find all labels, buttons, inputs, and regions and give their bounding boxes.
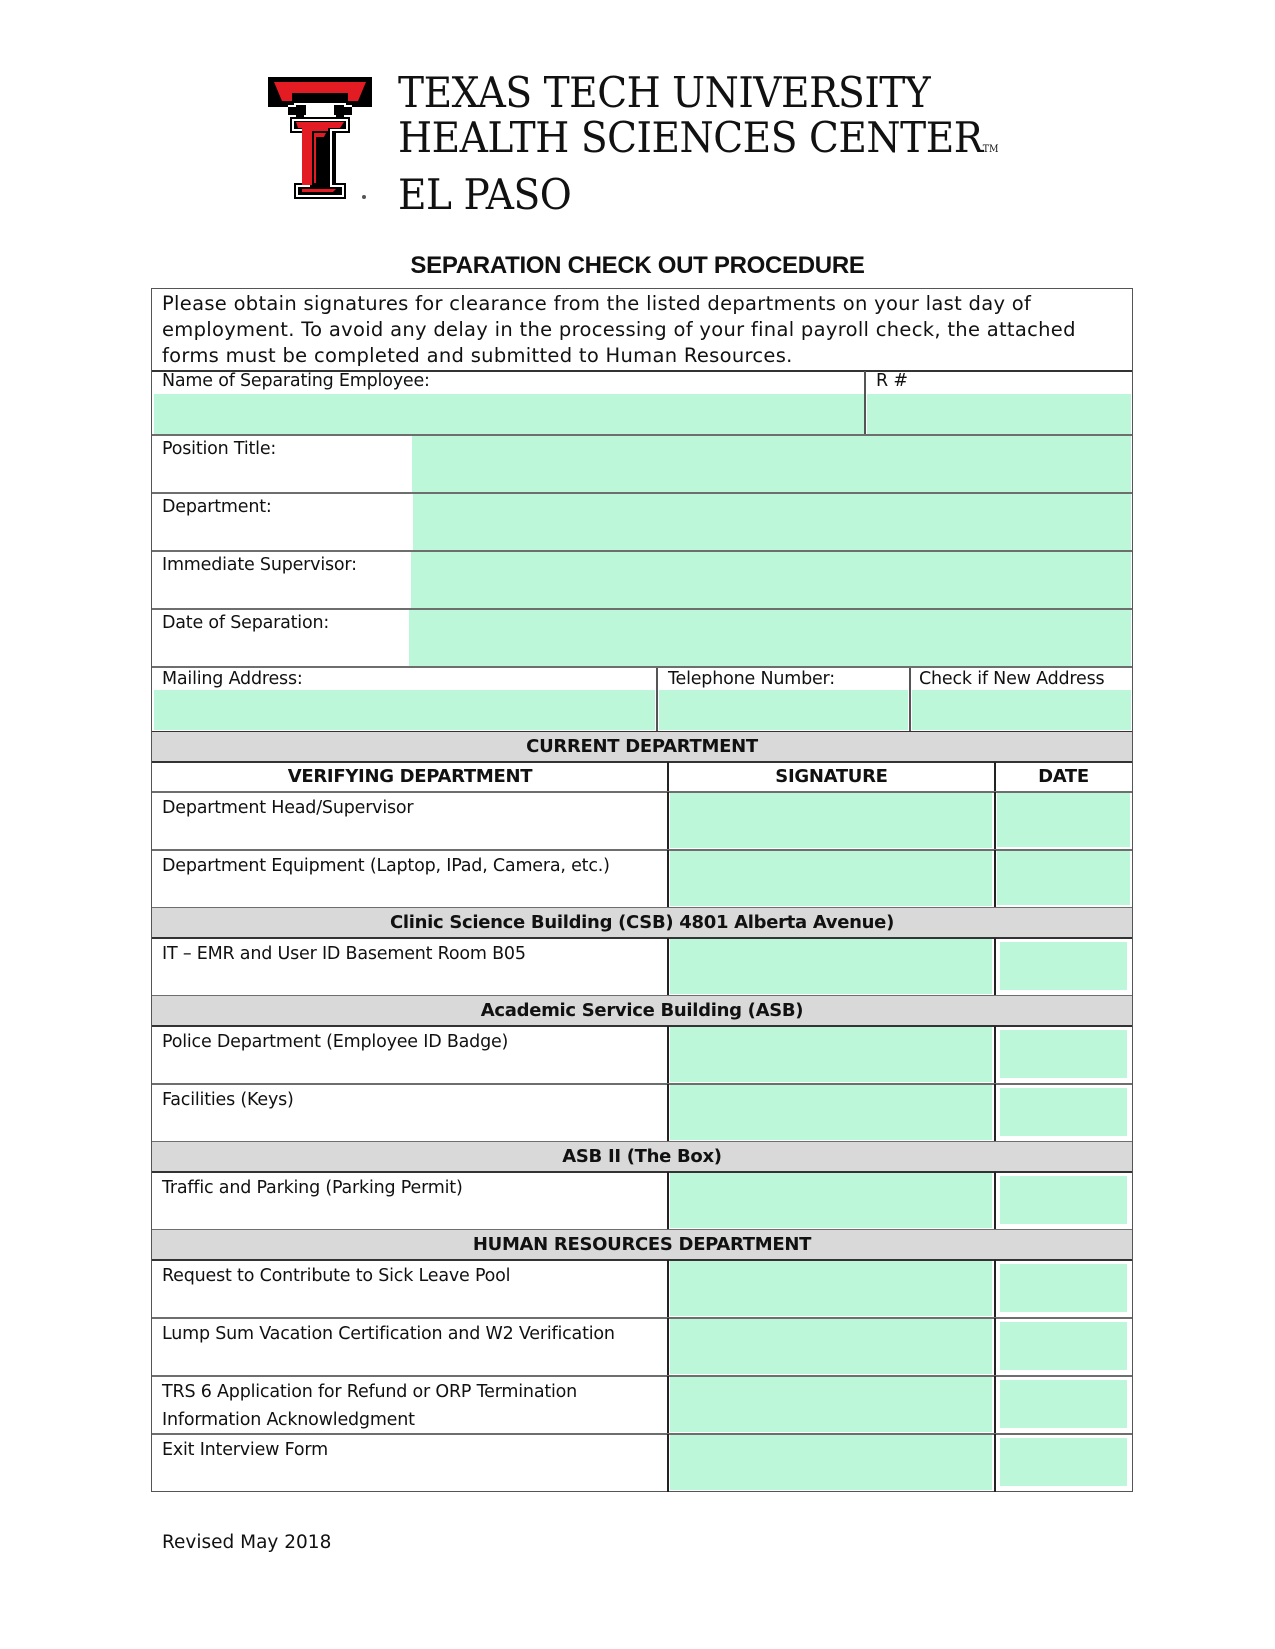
divider (994, 792, 996, 850)
signature-field[interactable] (670, 1377, 992, 1432)
divider (909, 668, 911, 732)
verifying-department-label (162, 794, 413, 822)
divider (994, 1318, 996, 1376)
divider (994, 850, 996, 908)
verifying-department-label (162, 1028, 508, 1056)
date-field[interactable] (1000, 1322, 1127, 1370)
org-line-2 (398, 115, 998, 172)
employee-name-label: Name of Separating Employee: (162, 371, 430, 391)
signature-field[interactable] (670, 1435, 992, 1490)
section-heading: HUMAN RESOURCES DEPARTMENT (152, 1230, 1132, 1260)
column-header-date: DATE (1038, 766, 1089, 787)
verifying-department-text: Department Equipment (Laptop, IPad, Camera, etc.) (162, 856, 610, 876)
verifying-department-label (162, 1174, 463, 1202)
signature-field[interactable] (670, 793, 992, 848)
verifying-department-text: Exit Interview Form (162, 1440, 328, 1460)
new-address-label: Check if New Address (919, 669, 1105, 689)
divider (994, 1026, 996, 1084)
verifying-department-text-line2: Information Acknowledgment (162, 1410, 415, 1430)
date-field[interactable] (1000, 942, 1127, 990)
divider (667, 938, 669, 996)
r-number-field[interactable] (867, 394, 1131, 434)
telephone-label: Telephone Number: (668, 669, 835, 689)
new-address-checkbox[interactable] (912, 690, 1131, 730)
divider (667, 1172, 669, 1230)
signature-field[interactable] (670, 1319, 992, 1374)
divider (864, 371, 866, 435)
divider (994, 938, 996, 996)
signature-field[interactable] (670, 939, 992, 994)
page-title: SEPARATION CHECK OUT PROCEDURE (410, 252, 865, 279)
verifying-department-text: TRS 6 Application for Refund or ORP Termination (162, 1382, 578, 1402)
divider (994, 1172, 996, 1230)
verifying-department-text: Department Head/Supervisor (162, 798, 414, 818)
instructions-text: Please obtain signatures for clearance from the listed departments on your last day of employment. To avoid any delay in the processing of your final payroll check, the attached forms must be completed and submitted to Human Resources. (162, 292, 1076, 367)
date-field[interactable] (1000, 1438, 1127, 1486)
divider (667, 1318, 669, 1376)
verifying-department-label (162, 1378, 577, 1434)
verifying-department-label (162, 852, 610, 880)
divider (667, 1376, 669, 1434)
verifying-department-label (162, 1086, 294, 1114)
organization-name (398, 70, 1044, 217)
verifying-department-text: Police Department (Employee ID Badge) (162, 1032, 509, 1052)
section-heading: ASB II (The Box) (152, 1142, 1132, 1172)
divider (152, 666, 1132, 668)
department-label: Department: (162, 497, 272, 517)
date-field[interactable] (1000, 1030, 1127, 1078)
divider (667, 1084, 669, 1142)
date-field[interactable] (1000, 1380, 1127, 1428)
signature-field[interactable] (670, 851, 992, 906)
mailing-address-field[interactable] (154, 690, 655, 730)
divider (994, 1084, 996, 1142)
divider (667, 850, 669, 908)
date-field[interactable] (1000, 1264, 1127, 1312)
signature-field[interactable] (670, 1173, 992, 1228)
verifying-department-label (162, 1320, 615, 1348)
section-heading: Clinic Science Building (CSB) 4801 Alberta Avenue) (152, 908, 1132, 938)
column-header-verifying: VERIFYING DEPARTMENT (287, 766, 533, 787)
department-field[interactable] (413, 494, 1131, 550)
signature-field[interactable] (670, 1085, 992, 1140)
supervisor-label: Immediate Supervisor: (162, 555, 357, 575)
divider (667, 792, 669, 850)
revision-note: Revised May 2018 (162, 1532, 332, 1553)
org-line-3: EL PASO (398, 170, 572, 219)
date-field[interactable] (997, 851, 1130, 905)
org-line-2-text: HEALTH SCIENCES CENTER (398, 113, 983, 162)
employee-name-field[interactable] (154, 394, 864, 434)
verifying-department-text: Traffic and Parking (Parking Permit) (162, 1178, 463, 1198)
signature-field[interactable] (670, 1261, 992, 1316)
position-title-label: Position Title: (162, 439, 277, 459)
column-header-signature: SIGNATURE (775, 766, 888, 787)
date-field[interactable] (997, 793, 1130, 847)
verifying-department-text: Lump Sum Vacation Certification and W2 Verification (162, 1324, 615, 1344)
divider (994, 1434, 996, 1492)
verifying-department-label (162, 940, 526, 968)
divider (667, 762, 669, 792)
verifying-department-text: IT – EMR and User ID Basement Room B05 (162, 944, 526, 964)
divider (994, 762, 996, 792)
verifying-department-text: Request to Contribute to Sick Leave Pool (162, 1266, 511, 1286)
date-field[interactable] (1000, 1176, 1127, 1224)
verifying-department-label (162, 1262, 510, 1290)
texas-tech-logo-icon (266, 75, 374, 203)
position-title-field[interactable] (412, 436, 1131, 492)
divider (667, 1026, 669, 1084)
separation-checkout-form (151, 288, 1133, 1492)
mailing-address-label: Mailing Address: (162, 669, 303, 689)
r-number-label: R # (876, 371, 908, 391)
divider (994, 1260, 996, 1318)
date-field[interactable] (1000, 1088, 1127, 1136)
section-heading: Academic Service Building (ASB) (152, 996, 1132, 1026)
telephone-field[interactable] (659, 690, 908, 730)
org-line-1: TEXAS TECH UNIVERSITY (398, 68, 931, 117)
verifying-department-label (162, 1436, 328, 1464)
divider (667, 1434, 669, 1492)
divider (656, 668, 658, 732)
separation-date-label: Date of Separation: (162, 613, 330, 633)
section-heading: CURRENT DEPARTMENT (152, 732, 1132, 762)
divider (994, 1376, 996, 1434)
separation-date-field[interactable] (409, 610, 1131, 666)
signature-field[interactable] (670, 1027, 992, 1082)
supervisor-field[interactable] (411, 552, 1131, 608)
trademark-symbol: TM (982, 144, 999, 155)
divider (667, 1260, 669, 1318)
verifying-department-text: Facilities (Keys) (162, 1090, 294, 1110)
